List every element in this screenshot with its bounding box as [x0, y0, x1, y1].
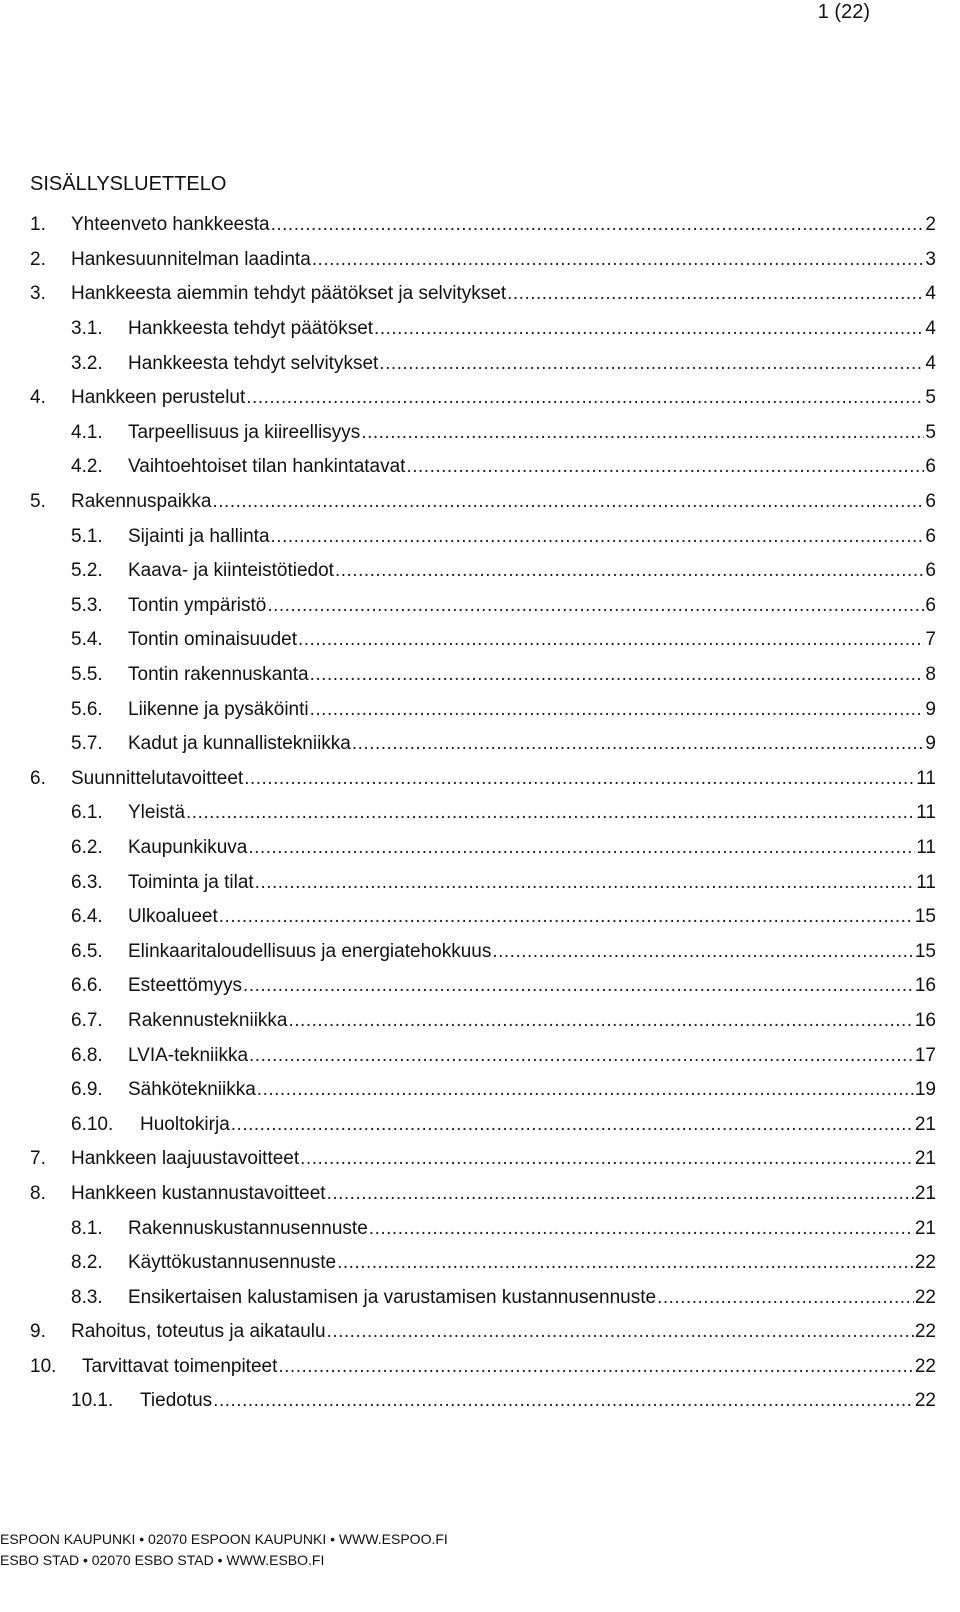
toc-entry-page: 22 [914, 1252, 936, 1274]
dot-leader [352, 733, 925, 755]
toc-entry-number: 6.6. [71, 975, 103, 997]
toc-entry-number: 8.3. [71, 1286, 103, 1308]
toc-entry[interactable] [30, 1073, 936, 1108]
toc-entry[interactable] [30, 1107, 936, 1142]
dot-leader [310, 664, 925, 686]
toc-entry-title: Sijainti ja hallinta [128, 525, 270, 547]
dot-leader [213, 1390, 914, 1412]
toc-entry[interactable] [30, 762, 936, 797]
toc-entry-page: 5 [925, 387, 936, 409]
toc-entry-number: 8.1. [71, 1217, 103, 1239]
toc-entry-body [128, 353, 936, 375]
dot-leader [243, 975, 914, 997]
toc-entry-number: 8. [30, 1182, 46, 1204]
dot-leader [246, 387, 924, 409]
toc-entry[interactable] [30, 1004, 936, 1039]
toc-entry[interactable] [30, 277, 936, 312]
dot-leader [335, 560, 924, 582]
dot-leader [219, 906, 914, 928]
toc-entry-body [140, 1390, 936, 1412]
toc-entry-page: 4 [925, 352, 936, 374]
toc-entry-page: 22 [914, 1321, 936, 1343]
toc-entry-page: 11 [916, 767, 936, 789]
toc-entry-body [128, 906, 936, 928]
toc-entry-body [128, 526, 936, 548]
toc-entry-body [128, 941, 936, 963]
toc-entry[interactable] [30, 831, 936, 866]
toc-entry-page: 22 [914, 1390, 936, 1412]
toc-entry-page: 6 [925, 456, 936, 478]
toc-entry-number: 4.2. [71, 456, 103, 478]
toc-entry[interactable] [30, 796, 936, 831]
dot-leader [406, 456, 924, 478]
dot-leader [327, 1183, 914, 1205]
toc-title: SISÄLLYSLUETTELO [30, 173, 227, 195]
toc-entry-title: Yhteenveto hankkeesta [71, 214, 270, 236]
toc-entry-title: LVIA-tekniikka [128, 1044, 249, 1066]
toc-entry-page: 6 [925, 560, 936, 582]
toc-entry-number: 6.3. [71, 871, 103, 893]
toc-entry-title: Tarvittavat toimenpiteet [82, 1355, 278, 1377]
toc-entry[interactable] [30, 381, 936, 416]
toc-entry[interactable] [30, 900, 936, 935]
toc-entry-title: Toiminta ja tilat [128, 871, 254, 893]
toc-entry-number: 8.2. [71, 1252, 103, 1274]
toc-entry-body [71, 768, 936, 790]
toc-entry-page: 5 [925, 421, 936, 443]
toc-entry-body [140, 1114, 936, 1136]
toc-entry[interactable] [30, 692, 936, 727]
toc-entry-body [128, 1010, 936, 1032]
dot-leader [212, 491, 924, 513]
toc-entry-number: 6. [30, 767, 46, 789]
toc-entry-page: 21 [914, 1113, 936, 1135]
toc-entry-title: Käyttökustannusennuste [128, 1252, 337, 1274]
toc-entry-body [71, 214, 936, 236]
toc-entry-title: Hankkeen laajuustavoitteet [71, 1148, 300, 1170]
dot-leader [278, 1356, 913, 1378]
toc-entry-body [128, 560, 936, 582]
dot-leader [374, 318, 924, 340]
dot-leader [257, 1079, 914, 1101]
toc-entry-title: Liikenne ja pysäköinti [128, 698, 309, 720]
footer-line-fi: ESPOON KAUPUNKI • 02070 ESPOON KAUPUNKI • WWW.ESPOO.FI [0, 1531, 448, 1547]
toc-entry-body [128, 318, 936, 340]
toc-entry-page: 16 [914, 975, 936, 997]
toc-entry[interactable] [30, 969, 936, 1004]
toc-entry-number: 6.1. [71, 802, 103, 824]
toc-entry[interactable] [30, 1280, 936, 1315]
toc-entry[interactable] [30, 450, 936, 485]
toc-entry-page: 19 [914, 1079, 936, 1101]
toc-entry[interactable] [30, 658, 936, 693]
toc-entry[interactable] [30, 1315, 936, 1350]
toc-entry-title: Hankesuunnitelman laadinta [71, 248, 311, 270]
toc-entry[interactable] [30, 589, 936, 624]
toc-entry-number: 5.7. [71, 733, 103, 755]
toc-entry-number: 5.3. [71, 594, 103, 616]
toc-entry-title: Rahoitus, toteutus ja aikataulu [71, 1321, 326, 1343]
toc-entry-title: Ulkoalueet [128, 906, 218, 928]
toc-entry-body [128, 1045, 936, 1067]
toc-entry-number: 5.1. [71, 525, 103, 547]
dot-leader [312, 249, 925, 271]
toc-entry-title: Tontin rakennuskanta [128, 664, 309, 686]
toc-entry-number: 6.5. [71, 940, 103, 962]
dot-leader [248, 837, 915, 859]
toc-entry[interactable] [30, 554, 936, 589]
dot-leader [507, 283, 924, 305]
toc-entry-page: 17 [914, 1044, 936, 1066]
toc-entry-body [128, 1252, 936, 1274]
page-number: 1 (22) [817, 1, 870, 23]
dot-leader [379, 353, 924, 375]
toc-entry[interactable] [30, 208, 936, 243]
toc-entry-body [82, 1356, 936, 1378]
toc-entry-title: Vaihtoehtoiset tilan hankintatavat [128, 456, 406, 478]
toc-entry-number: 2. [30, 248, 46, 270]
toc-entry[interactable] [30, 346, 936, 381]
toc-entry-number: 5.5. [71, 664, 103, 686]
toc-entry-body [71, 491, 936, 513]
dot-leader [337, 1252, 914, 1274]
dot-leader [271, 214, 925, 236]
toc-entry-page: 11 [916, 871, 936, 893]
dot-leader [361, 422, 924, 444]
toc-entry-body [71, 249, 936, 271]
toc-entry-title: Hankkeesta tehdyt selvitykset [128, 352, 379, 374]
toc-entry-body [128, 1079, 936, 1101]
toc-entry-body [128, 456, 936, 478]
toc-entry-page: 9 [925, 698, 936, 720]
toc-entry[interactable] [30, 312, 936, 347]
toc-entry-title: Kaava- ja kiinteistötiedot [128, 560, 334, 582]
toc-entry[interactable] [30, 1350, 936, 1385]
toc-entry-number: 6.7. [71, 1009, 103, 1031]
dot-leader [249, 1045, 914, 1067]
toc-entry-body [128, 1287, 936, 1309]
toc-entry-body [128, 595, 936, 617]
toc-entry-body [128, 422, 936, 444]
toc-entry-body [71, 283, 936, 305]
dot-leader [267, 595, 924, 617]
dot-leader [327, 1321, 914, 1343]
toc-entry-body [128, 629, 936, 651]
toc-entry-number: 1. [30, 214, 46, 236]
toc-entry-body [71, 1321, 936, 1343]
toc-entry-body [128, 699, 936, 721]
toc-entry-body [128, 664, 936, 686]
toc-entry-number: 3.1. [71, 318, 103, 340]
toc-entry-page: 22 [914, 1355, 936, 1377]
toc-entry-title: Kadut ja kunnallistekniikka [128, 733, 351, 755]
dot-leader [298, 629, 924, 651]
toc-entry-body [128, 802, 936, 824]
toc-entry-page: 7 [925, 629, 936, 651]
toc-entry-title: Ensikertaisen kalustamisen ja varustamisen kustannusennuste [128, 1286, 657, 1308]
toc-entry-number: 3. [30, 283, 46, 305]
toc-entry-number: 9. [30, 1321, 46, 1343]
toc-entry-body [128, 872, 936, 894]
footer-line-sv: ESBO STAD • 02070 ESBO STAD • WWW.ESBO.FI [0, 1552, 325, 1568]
dot-leader [369, 1218, 914, 1240]
toc-entry-number: 6.10. [71, 1113, 114, 1135]
toc-entry-title: Tiedotus [140, 1390, 213, 1412]
toc-entry-page: 21 [914, 1217, 936, 1239]
toc-entry-page: 2 [925, 214, 936, 236]
table-of-contents [30, 208, 936, 1419]
toc-entry[interactable] [30, 623, 936, 658]
toc-entry-title: Hankkeesta aiemmin tehdyt päätökset ja selvitykset [71, 283, 507, 305]
toc-entry-number: 6.9. [71, 1079, 103, 1101]
toc-entry-number: 4.1. [71, 421, 103, 443]
toc-entry-title: Rakennuskustannusennuste [128, 1217, 368, 1239]
toc-entry-page: 9 [925, 733, 936, 755]
toc-entry[interactable] [30, 1246, 936, 1281]
toc-entry-title: Tontin ominaisuudet [128, 629, 297, 651]
toc-entry-number: 5.2. [71, 560, 103, 582]
toc-entry[interactable] [30, 519, 936, 554]
dot-leader [492, 941, 914, 963]
toc-entry-page: 15 [914, 906, 936, 928]
toc-entry[interactable] [30, 934, 936, 969]
toc-entry-page: 21 [914, 1182, 936, 1204]
toc-entry-page: 6 [925, 491, 936, 513]
toc-entry-body [128, 1218, 936, 1240]
toc-entry[interactable] [30, 865, 936, 900]
toc-entry[interactable] [30, 727, 936, 762]
toc-entry-page: 4 [925, 318, 936, 340]
dot-leader [310, 699, 925, 721]
toc-entry[interactable] [30, 1142, 936, 1177]
toc-entry[interactable] [30, 1177, 936, 1212]
toc-entry-title: Hankkeen perustelut [71, 387, 246, 409]
toc-entry-page: 22 [914, 1286, 936, 1308]
toc-entry-page: 16 [914, 1009, 936, 1031]
toc-entry-title: Esteettömyys [128, 975, 243, 997]
toc-entry-number: 5.4. [71, 629, 103, 651]
toc-entry[interactable] [30, 1211, 936, 1246]
toc-entry-title: Suunnittelutavoitteet [71, 767, 244, 789]
toc-entry-page: 11 [916, 836, 936, 858]
dot-leader [271, 526, 925, 548]
toc-entry[interactable] [30, 243, 936, 278]
toc-entry-number: 10. [30, 1355, 57, 1377]
toc-entry[interactable] [30, 485, 936, 520]
toc-entry-number: 6.8. [71, 1044, 103, 1066]
toc-entry[interactable] [30, 416, 936, 451]
toc-entry-title: Kaupunkikuva [128, 836, 248, 858]
toc-entry-number: 5. [30, 491, 46, 513]
toc-entry-page: 15 [914, 940, 936, 962]
toc-entry-body [71, 1183, 936, 1205]
toc-entry-page: 8 [925, 664, 936, 686]
toc-entry-title: Yleistä [128, 802, 186, 824]
toc-entry-body [128, 733, 936, 755]
footer [0, 1529, 448, 1571]
dot-leader [255, 872, 916, 894]
toc-entry-title: Sähkötekniikka [128, 1079, 256, 1101]
dot-leader [186, 802, 915, 824]
toc-entry-title: Hankkeesta tehdyt päätökset [128, 318, 374, 340]
dot-leader [657, 1287, 914, 1309]
toc-entry-number: 3.2. [71, 352, 103, 374]
toc-entry-number: 4. [30, 387, 46, 409]
toc-entry-page: 21 [914, 1148, 936, 1170]
toc-entry-body [128, 975, 936, 997]
dot-leader [231, 1114, 914, 1136]
toc-entry-page: 3 [925, 248, 936, 270]
toc-entry-page: 11 [916, 802, 936, 824]
toc-entry-title: Rakennuspaikka [71, 491, 212, 513]
toc-entry-title: Rakennustekniikka [128, 1009, 288, 1031]
toc-entry-number: 7. [30, 1148, 46, 1170]
toc-entry[interactable] [30, 1384, 936, 1419]
toc-entry-page: 4 [925, 283, 936, 305]
toc-entry[interactable] [30, 1038, 936, 1073]
toc-entry-title: Huoltokirja [140, 1113, 230, 1135]
dot-leader [288, 1010, 913, 1032]
toc-entry-page: 6 [925, 525, 936, 547]
toc-entry-body [128, 837, 936, 859]
toc-entry-title: Tontin ympäristö [128, 594, 267, 616]
toc-entry-number: 10.1. [71, 1390, 114, 1412]
toc-entry-number: 5.6. [71, 698, 103, 720]
toc-entry-page: 6 [925, 594, 936, 616]
toc-entry-title: Elinkaaritaloudellisuus ja energiatehokkuus [128, 940, 492, 962]
toc-entry-number: 6.2. [71, 836, 103, 858]
toc-entry-title: Hankkeen kustannustavoitteet [71, 1182, 326, 1204]
dot-leader [244, 768, 915, 790]
toc-entry-body [71, 387, 936, 409]
toc-entry-title: Tarpeellisuus ja kiireellisyys [128, 421, 361, 443]
toc-entry-body [71, 1148, 936, 1170]
dot-leader [300, 1148, 914, 1170]
toc-entry-number: 6.4. [71, 906, 103, 928]
